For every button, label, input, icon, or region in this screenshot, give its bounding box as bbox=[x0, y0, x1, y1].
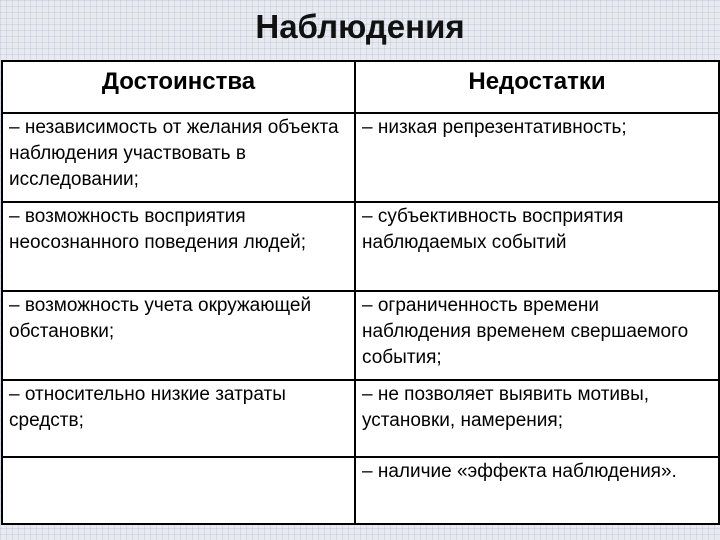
comparison-table bbox=[1, 60, 720, 525]
table-row bbox=[2, 291, 719, 380]
header-advantages: Достоинства bbox=[2, 61, 355, 113]
advantage-cell: – независимость от желания объекта наблюдения участвовать в исследовании; bbox=[2, 113, 355, 202]
table-header-row bbox=[2, 61, 719, 113]
advantage-cell-empty bbox=[2, 457, 355, 524]
disadvantage-cell: – наличие «эффекта наблюдения». bbox=[355, 457, 719, 524]
header-disadvantages: Недостатки bbox=[355, 61, 719, 113]
table-row bbox=[2, 380, 719, 457]
disadvantage-cell: – ограниченность времени наблюдения временем свершаемого события; bbox=[355, 291, 719, 380]
table-row bbox=[2, 113, 719, 202]
advantage-cell: – возможность восприятия неосознанного поведения людей; bbox=[2, 202, 355, 291]
advantage-cell: – относительно низкие затраты средств; bbox=[2, 380, 355, 457]
table-row bbox=[2, 457, 719, 524]
disadvantage-cell: – субъективность восприятия наблюдаемых событий bbox=[355, 202, 719, 291]
page-title: Наблюдения bbox=[255, 8, 465, 45]
table-row bbox=[2, 202, 719, 291]
disadvantage-cell: – не позволяет выявить мотивы, установки, намерения; bbox=[355, 380, 719, 457]
disadvantage-cell: – низкая репрезентативность; bbox=[355, 113, 719, 202]
advantage-cell: – возможность учета окружающей обстановки; bbox=[2, 291, 355, 380]
